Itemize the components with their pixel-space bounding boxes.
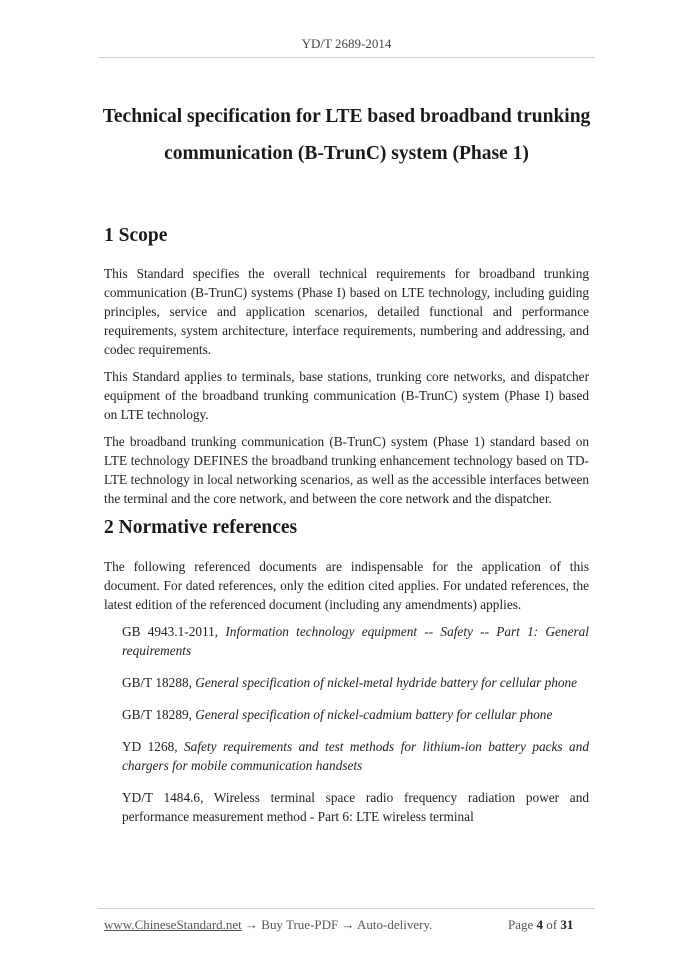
of-label: of	[543, 917, 561, 932]
website-link[interactable]: www.ChineseStandard.net	[104, 917, 242, 932]
reference-title: General specification of nickel-metal hydride battery for cellular phone	[195, 675, 578, 690]
reference-title: Information technology equipment -- Safety -- Part 1: General requirements	[122, 624, 590, 658]
reference-code: GB/T 18288,	[122, 675, 196, 690]
page-indicator	[508, 917, 573, 933]
page-current: 4	[536, 917, 544, 932]
reference-code: GB 4943.1-2011,	[122, 624, 226, 639]
reference-item	[122, 622, 589, 660]
header-divider	[98, 57, 595, 58]
scope-paragraph-3: The broadband trunking communication (B-TrunC) system (Phase 1) standard based on LTE technology DEFINES the broadband trunking enhancement technology based on TD-LTE technology in local networking scenarios, as well as the accessible interfaces between the terminal and the core network, and between the core network and the dispatcher.	[104, 434, 589, 506]
section-heading-normative-references: 2 Normative references	[104, 517, 298, 538]
document-title	[60, 98, 633, 172]
reference-item	[122, 673, 589, 692]
reference-title: General specification of nickel-cadmium battery for cellular phone	[195, 707, 553, 722]
arrow-right-icon: →	[241, 917, 262, 932]
running-header: YD/T 2689-2014	[301, 36, 392, 51]
section-heading-scope: 1 Scope	[104, 225, 168, 246]
buy-pdf-link[interactable]: Buy True-PDF	[261, 917, 339, 932]
title-line-1: Technical specification for LTE based broadband trunking	[102, 106, 591, 127]
reference-code: GB/T 18289,	[122, 707, 196, 722]
document-body	[104, 224, 589, 839]
reference-item	[122, 737, 589, 775]
reference-code: YD 1268,	[122, 739, 185, 754]
reference-item	[122, 705, 589, 724]
reference-item	[122, 788, 589, 826]
page-label: Page	[508, 917, 537, 932]
scope-paragraph-2: This Standard applies to terminals, base stations, trunking core networks, and dispatcher equipment of the broadband trunking communication (B-TrunC) system (Phase I) based on LTE technology.	[104, 369, 589, 422]
scope-paragraph-1: This Standard specifies the overall technical requirements for broadband trunking communication (B-TrunC) systems (Phase I) based on LTE technology, including guiding principles, service and application scenarios, detailed functional and performance requirements, system architecture, interface requirements, numbering and addressing, and codec requirements.	[104, 266, 589, 357]
reference-code: YD/T 1484.6, Wireless terminal space radio frequency radiation power and performance measurement method - Part 6: LTE wireless terminal	[122, 790, 589, 824]
title-line-2: communication (B-TrunC) system (Phase 1)	[164, 143, 529, 164]
auto-delivery-text: Auto-delivery.	[357, 917, 433, 932]
arrow-right-icon: →	[338, 917, 358, 932]
page-total: 31	[560, 917, 574, 932]
footer-divider	[98, 908, 595, 909]
normative-intro: The following referenced documents are indispensable for the application of this document. For dated references, only the edition cited applies. For undated references, the latest edition of the referenced document (including any amendments) applies.	[104, 559, 589, 612]
footer-promo	[104, 917, 432, 933]
reference-title: Safety requirements and test methods for lithium-ion battery packs and chargers for mobile communication handsets	[122, 739, 589, 773]
